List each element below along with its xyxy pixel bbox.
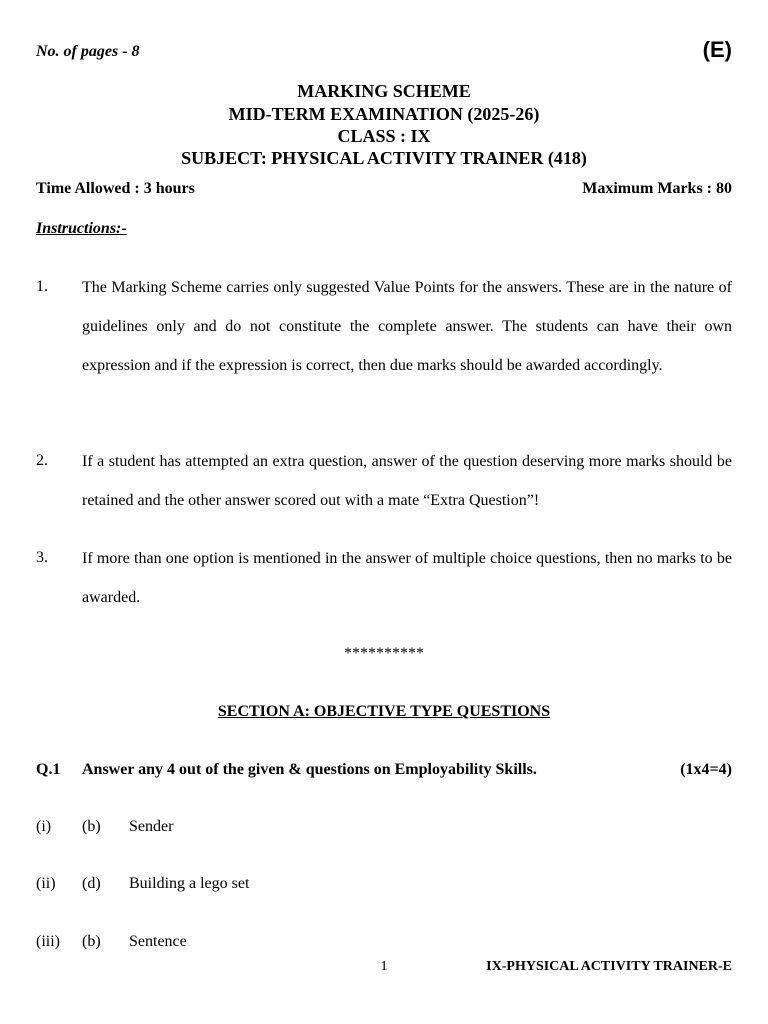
section-heading: SECTION A: OBJECTIVE TYPE QUESTIONS [217,703,551,720]
answer-option: (b) [82,818,101,835]
answer-roman: (iii) [36,933,60,950]
answer-text: Building a lego set [129,875,250,892]
answer-option: (d) [82,875,101,892]
question-text: Answer any 4 out of the given & questions on Employability Skills. [82,761,537,778]
title-exam: MID-TERM EXAMINATION (2025-26) [228,104,540,124]
question-marks: (1x4=4) [680,761,732,778]
question-number: Q.1 [36,761,61,778]
maximum-marks: Maximum Marks : 80 [582,180,732,197]
time-allowed: Time Allowed : 3 hours [36,180,195,197]
page-count: No. of pages - 8 [36,43,140,60]
answer-roman: (i) [36,818,52,835]
answer-option: (b) [82,933,101,950]
answer-roman: (ii) [36,875,56,892]
instruction-number: 1. [36,278,48,295]
instruction-number: 2. [36,452,48,469]
instruction-number: 3. [36,549,48,566]
instruction-text: If a student has attempted an extra question, answer of the question deserving more marks should be retained and the other answer scored out with a mate “Extra Question”! [82,453,732,509]
paper-code: IX-PHYSICAL ACTIVITY TRAINER-E [486,959,732,974]
page-number: 1 [380,959,388,974]
instruction-text: If more than one option is mentioned in the answer of multiple choice questions, then no marks to be awarded. [82,550,732,606]
answer-text: Sentence [129,933,187,950]
instruction-text: The Marking Scheme carries only suggested Value Points for the answers. These are in the nature of guidelines only and do not constitute the complete answer. The students can have their own expression and if the expression is correct, then due marks should be awarded accordingly. [82,279,732,374]
instructions-heading: Instructions:- [36,220,127,237]
title-marking-scheme: MARKING SCHEME [297,81,471,101]
title-class: CLASS : IX [337,126,431,146]
title-subject: SUBJECT: PHYSICAL ACTIVITY TRAINER (418) [181,148,587,168]
separator-stars: ********** [344,645,424,662]
paper-variant: (E) [702,37,732,62]
answer-text: Sender [129,818,174,835]
